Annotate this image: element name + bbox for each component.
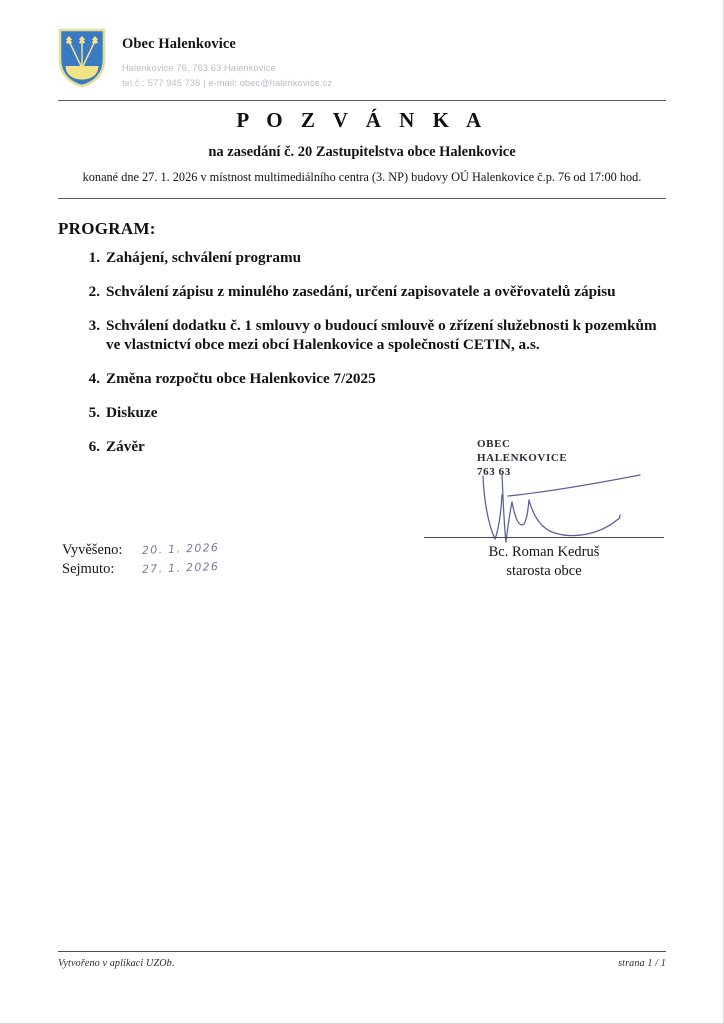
program-item bbox=[80, 403, 666, 423]
program-item-text: Zahájení, schválení programu bbox=[106, 249, 302, 266]
program-item-number: 2. bbox=[88, 282, 100, 300]
program-item-number: 6. bbox=[88, 437, 100, 455]
signature-line bbox=[424, 537, 664, 538]
signatory-name: Bc. Roman Kedruš bbox=[488, 544, 600, 560]
posting-dates bbox=[62, 541, 219, 580]
removed-date-handwritten: 27. 1. 2026 bbox=[141, 560, 220, 577]
program-item bbox=[80, 369, 666, 389]
organization-contact bbox=[122, 61, 332, 90]
program-item bbox=[80, 248, 666, 268]
removed-label: Sejmuto: bbox=[62, 561, 115, 578]
posted-date-handwritten: 20. 1. 2026 bbox=[141, 541, 220, 557]
stamp-line-3: 763 63 bbox=[477, 465, 511, 478]
program-item-text: Schválení dodatku č. 1 smlouvy o budoucí smlouvě o zřízení služebnosti k pozemkům ve vlastnictví obce mezi obcí Halenkovice a společností CETIN, a.s. bbox=[106, 316, 657, 354]
document-subtitle: na zasedání č. 20 Zastupitelstva obce Halenkovice bbox=[208, 144, 516, 161]
title-divider bbox=[58, 198, 666, 199]
meeting-details: konané dne 27. 1. 2026 v místnost multimediálního centra (3. NP) budovy OÚ Halenkovice č.p. 76 od 17:00 hod. bbox=[82, 170, 642, 185]
organization-name: Obec Halenkovice bbox=[122, 36, 236, 52]
program-item bbox=[80, 316, 666, 356]
document-title: P O Z V Á N K A bbox=[236, 108, 488, 132]
program-item-number: 4. bbox=[88, 370, 100, 387]
removed-row bbox=[62, 560, 219, 579]
stamp-line-2: HALENKOVICE bbox=[477, 451, 568, 464]
program-item bbox=[80, 437, 666, 457]
coat-of-arms-icon bbox=[58, 28, 106, 88]
address-line: Halenkovice 76, 763 63 Halenkovice bbox=[122, 63, 276, 74]
posted-label: Vyvěšeno: bbox=[62, 542, 123, 558]
program-list bbox=[80, 248, 666, 470]
header-divider bbox=[58, 100, 666, 101]
contact-line: tel.č.: 577 945 736 | e-mail: obec@halenkovice.cz bbox=[122, 77, 333, 88]
page-footer bbox=[58, 958, 666, 969]
program-item-number: 3. bbox=[88, 316, 100, 334]
footer-page-number: strana 1 / 1 bbox=[618, 958, 666, 969]
posted-row bbox=[62, 541, 219, 560]
footer-created-by: Vytvořeno v aplikaci UZOb. bbox=[58, 958, 175, 969]
title-block bbox=[58, 108, 666, 186]
letterhead-text bbox=[122, 28, 332, 90]
letterhead bbox=[58, 28, 668, 90]
program-item-text: Diskuze bbox=[106, 403, 158, 421]
footer-divider bbox=[58, 951, 666, 952]
program-heading: PROGRAM: bbox=[58, 219, 156, 238]
program-item-text: Schválení zápisu z minulého zasedání, určení zapisovatele a ověřovatelů zápisu bbox=[106, 282, 616, 300]
program-item-text: Závěr bbox=[106, 437, 145, 455]
signatory-role: starosta obce bbox=[506, 563, 582, 580]
signature-block bbox=[424, 537, 664, 581]
program-item-number: 5. bbox=[88, 403, 100, 421]
stamp-line-1: OBEC bbox=[477, 438, 511, 450]
program-item-number: 1. bbox=[88, 249, 100, 266]
program-item-text: Změna rozpočtu obce Halenkovice 7/2025 bbox=[106, 370, 376, 387]
program-item bbox=[80, 282, 666, 302]
